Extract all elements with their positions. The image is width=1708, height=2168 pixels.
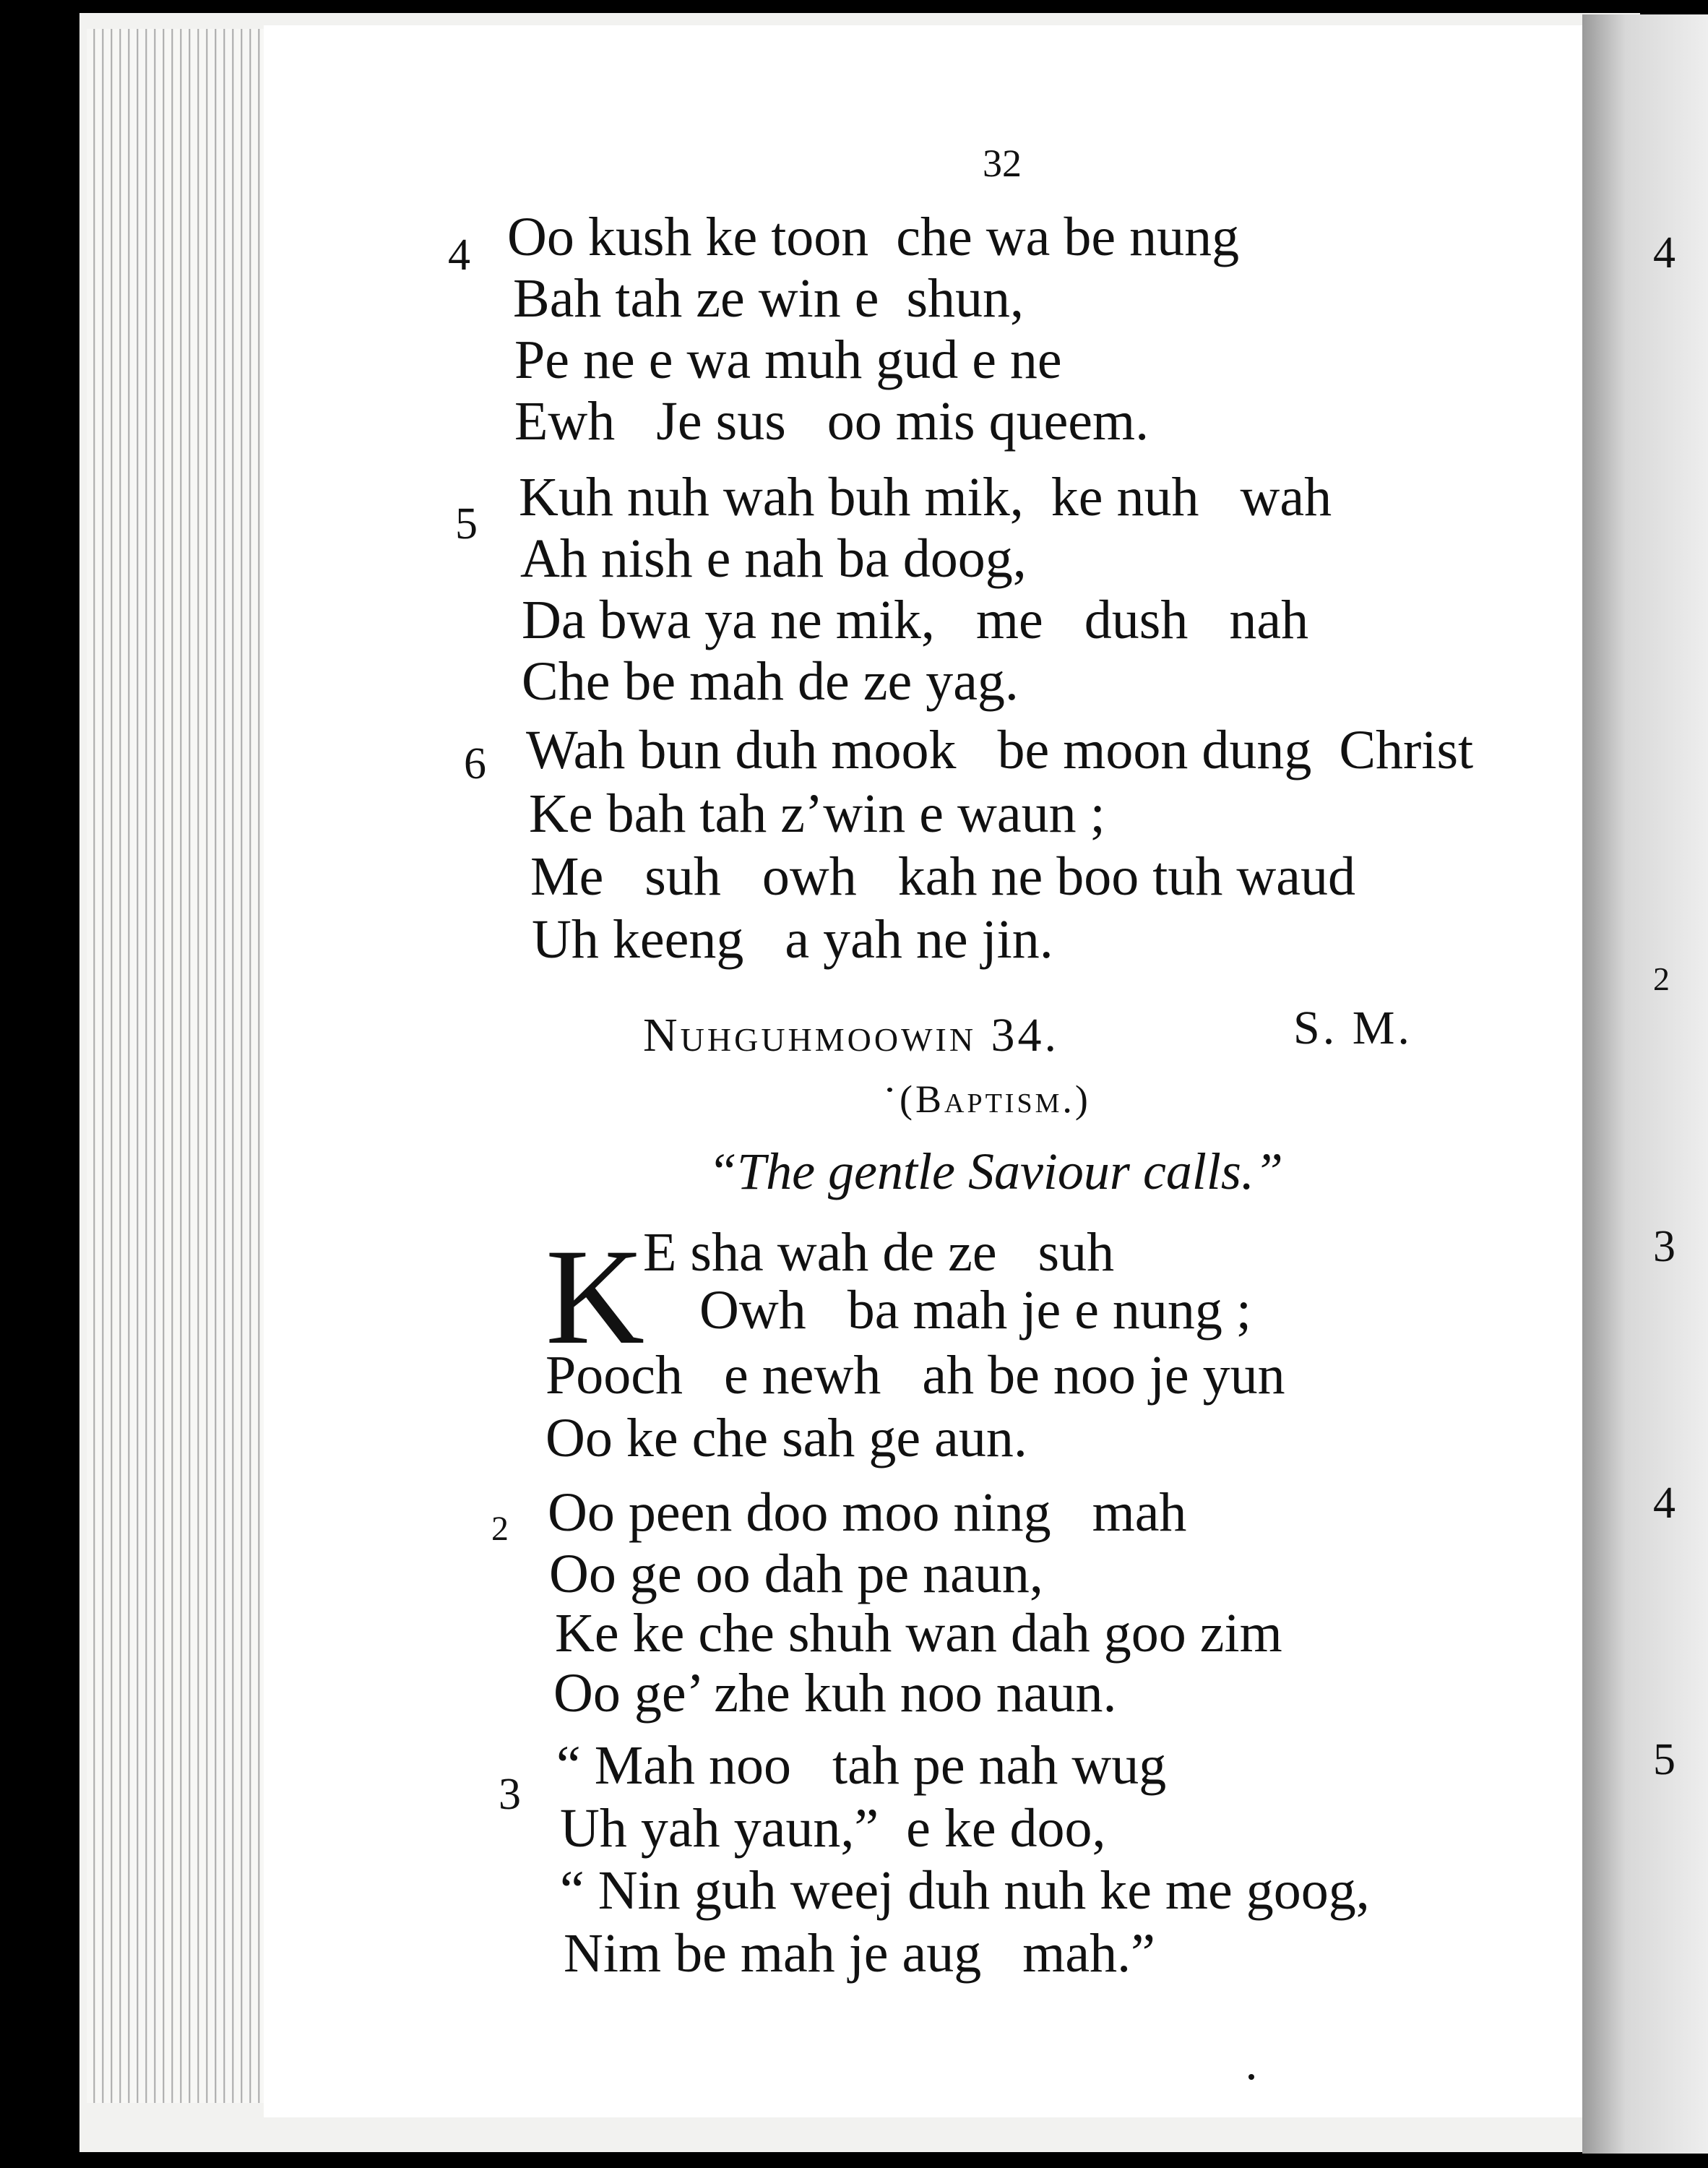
verse-number: 2 — [491, 1510, 509, 1548]
hymn-epigraph: “The gentle Saviour calls.” — [708, 1143, 1283, 1200]
facing-page-edge — [1582, 14, 1708, 2154]
verse-line: Me suh owh kah ne boo tuh waud — [530, 846, 1355, 907]
page-number: 32 — [983, 142, 1022, 185]
verse-line: Pooch e newh ah be noo je yun — [545, 1345, 1285, 1406]
verse-line: Bah tah ze win e shun, — [513, 268, 1025, 329]
margin-number: 5 — [1653, 1735, 1675, 1784]
verse-line: Che be mah de ze yag. — [522, 651, 1019, 712]
verse-line: Ewh Je sus oo mis queem. — [514, 391, 1150, 452]
verse-number: 6 — [464, 739, 486, 788]
verse-line: Oo ge’ zhe kuh noo naun. — [553, 1663, 1117, 1724]
verse-line: Owh ba mah je e nung ; — [699, 1280, 1252, 1341]
verse-line: Nim be mah je aug mah.” — [564, 1923, 1155, 1984]
drop-cap: K — [545, 1221, 645, 1373]
verse-number: 4 — [448, 231, 470, 280]
ink-speck — [887, 1088, 892, 1092]
verse-line: Wah bun duh mook be moon dung Christ — [526, 720, 1474, 780]
verse-line: “ Nin guh weej duh nuh ke me goog, — [560, 1860, 1370, 1921]
margin-number: 3 — [1653, 1222, 1675, 1271]
verse-line: Uh yah yaun,” e ke doo, — [560, 1798, 1106, 1859]
verse-line: “ Mah noo tah pe nah wug — [556, 1735, 1167, 1796]
verse-line: Uh keeng a yah ne jin. — [532, 909, 1053, 970]
verse-line: Da bwa ya ne mik, me dush nah — [522, 590, 1309, 650]
verse-line: Ke ke che shuh wan dah goo zim — [555, 1603, 1282, 1664]
verse-line: E sha wah de ze suh — [643, 1222, 1115, 1283]
verse-line: Oo peen doo moo ning mah — [548, 1482, 1187, 1543]
hymn-meter: S. M. — [1293, 1002, 1412, 1054]
verse-number: 3 — [499, 1770, 521, 1819]
margin-number: 4 — [1653, 1479, 1675, 1528]
verse-line: Ah nish e nah ba doog, — [520, 528, 1027, 589]
margin-number: 2 — [1653, 960, 1670, 997]
verse-line: Oo ge oo dah pe naun, — [549, 1544, 1043, 1604]
ink-speck — [1248, 2074, 1254, 2080]
verse-number: 5 — [455, 499, 478, 549]
hymn-subtitle: (Baptism.) — [900, 1077, 1091, 1121]
margin-number: 4 — [1653, 228, 1675, 278]
page-edges — [87, 29, 266, 2103]
verse-line: Ke bah tah z’win e waun ; — [529, 783, 1105, 844]
verse-line: Oo kush ke toon che wa be nung — [507, 207, 1240, 267]
verse-line: Oo ke che sah ge aun. — [545, 1408, 1027, 1468]
hymn-title: Nuhguhmoowin 34. — [643, 1009, 1060, 1062]
verse-line: Pe ne e wa muh gud e ne — [514, 330, 1062, 390]
verse-line: Kuh nuh wah buh mik, ke nuh wah — [519, 467, 1332, 528]
